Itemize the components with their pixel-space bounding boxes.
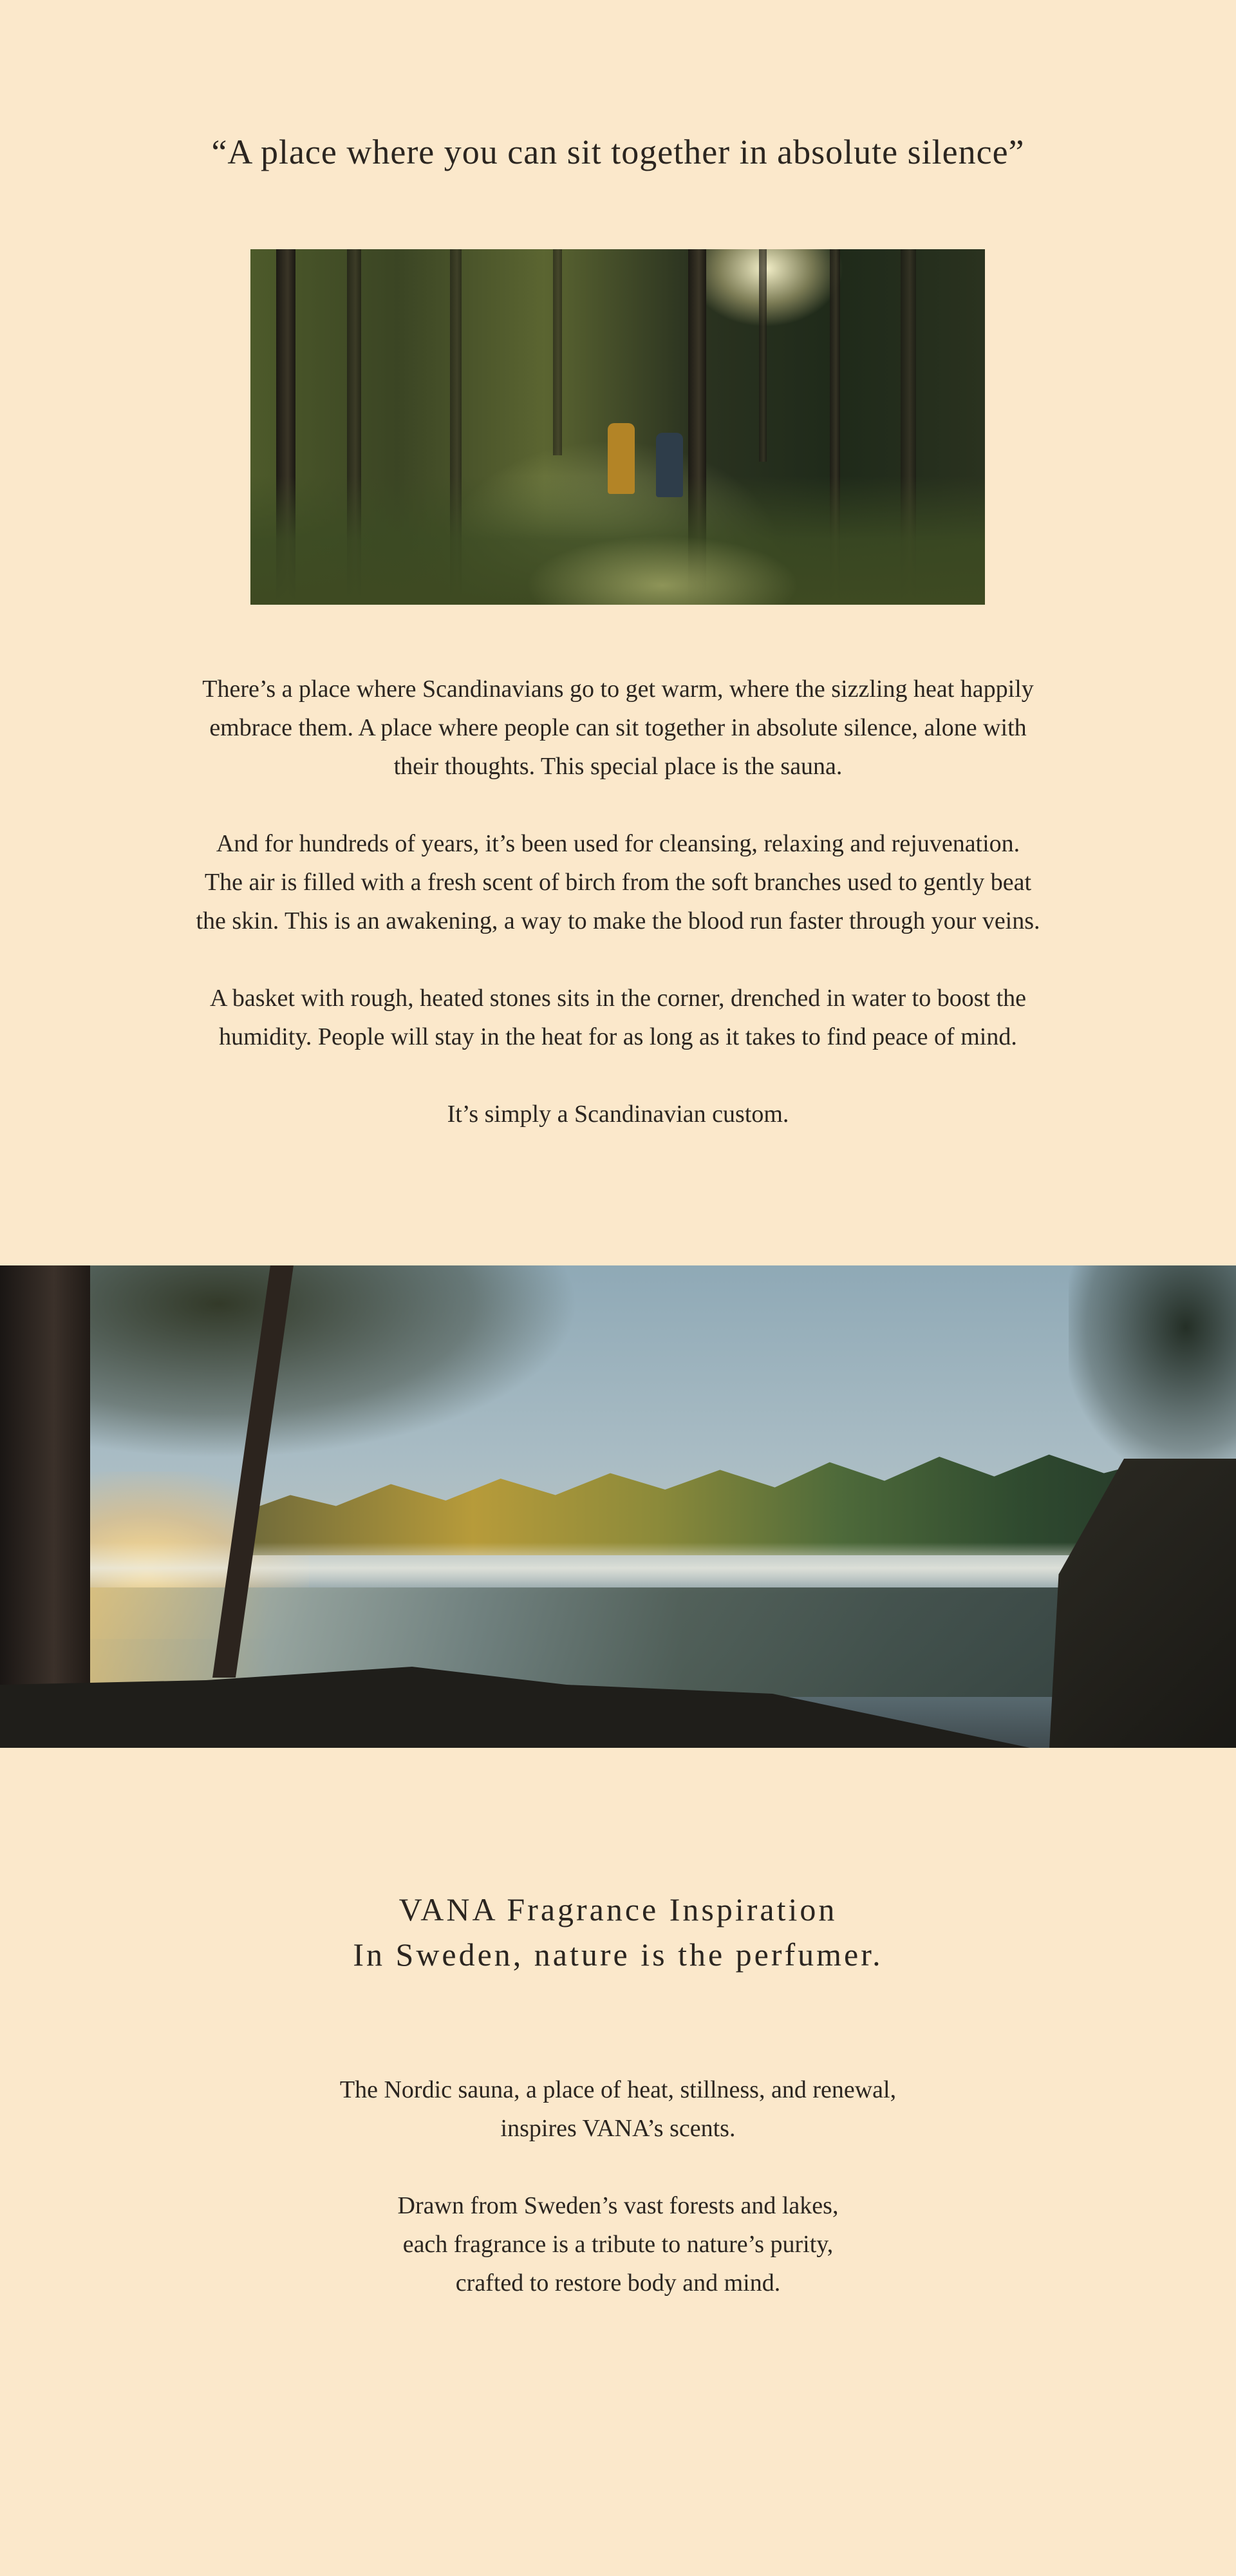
inspiration-heading: [0, 1887, 1236, 1977]
story-text: [103, 670, 1133, 1133]
story-paragraph-3: A basket with rough, heated stones sits in the corner, drenched in water to boost the humidity. People will stay in the heat for as long as it takes to find peace of mind.: [209, 985, 1026, 1050]
inspiration-paragraph-1: The Nordic sauna, a place of heat, stillness, and renewal, inspires VANA’s scents.: [339, 2076, 897, 2142]
inspiration-subtitle: In Sweden, nature is the perfumer.: [353, 1937, 883, 1973]
story-paragraph-4: It’s simply a Scandinavian custom.: [447, 1101, 789, 1128]
page-quote: “A place where you can sit together in absolute silence”: [211, 133, 1025, 171]
story-paragraph-2: And for hundreds of years, it’s been used for cleansing, relaxing and rejuvenation. The air is filled with a fresh scent of birch from the soft branches used to gently beat the skin. This is an awakening, a way to make the blood run faster through your veins.: [196, 830, 1040, 934]
story-paragraph-1: There’s a place where Scandinavians go to get warm, where the sizzling heat happily embrace them. A place where people can sit together in absolute silence, alone with their thoughts. This special place is the sauna.: [202, 676, 1034, 780]
inspiration-title: VANA Fragrance Inspiration: [398, 1891, 838, 1927]
forest-path-photo: [250, 249, 985, 605]
misty-lake-photo: [0, 1265, 1236, 1748]
inspiration-text: [103, 2070, 1133, 2302]
inspiration-paragraph-2: Drawn from Sweden’s vast forests and lakes, each fragrance is a tribute to nature’s purity, crafted to restore body and mind.: [397, 2192, 839, 2297]
